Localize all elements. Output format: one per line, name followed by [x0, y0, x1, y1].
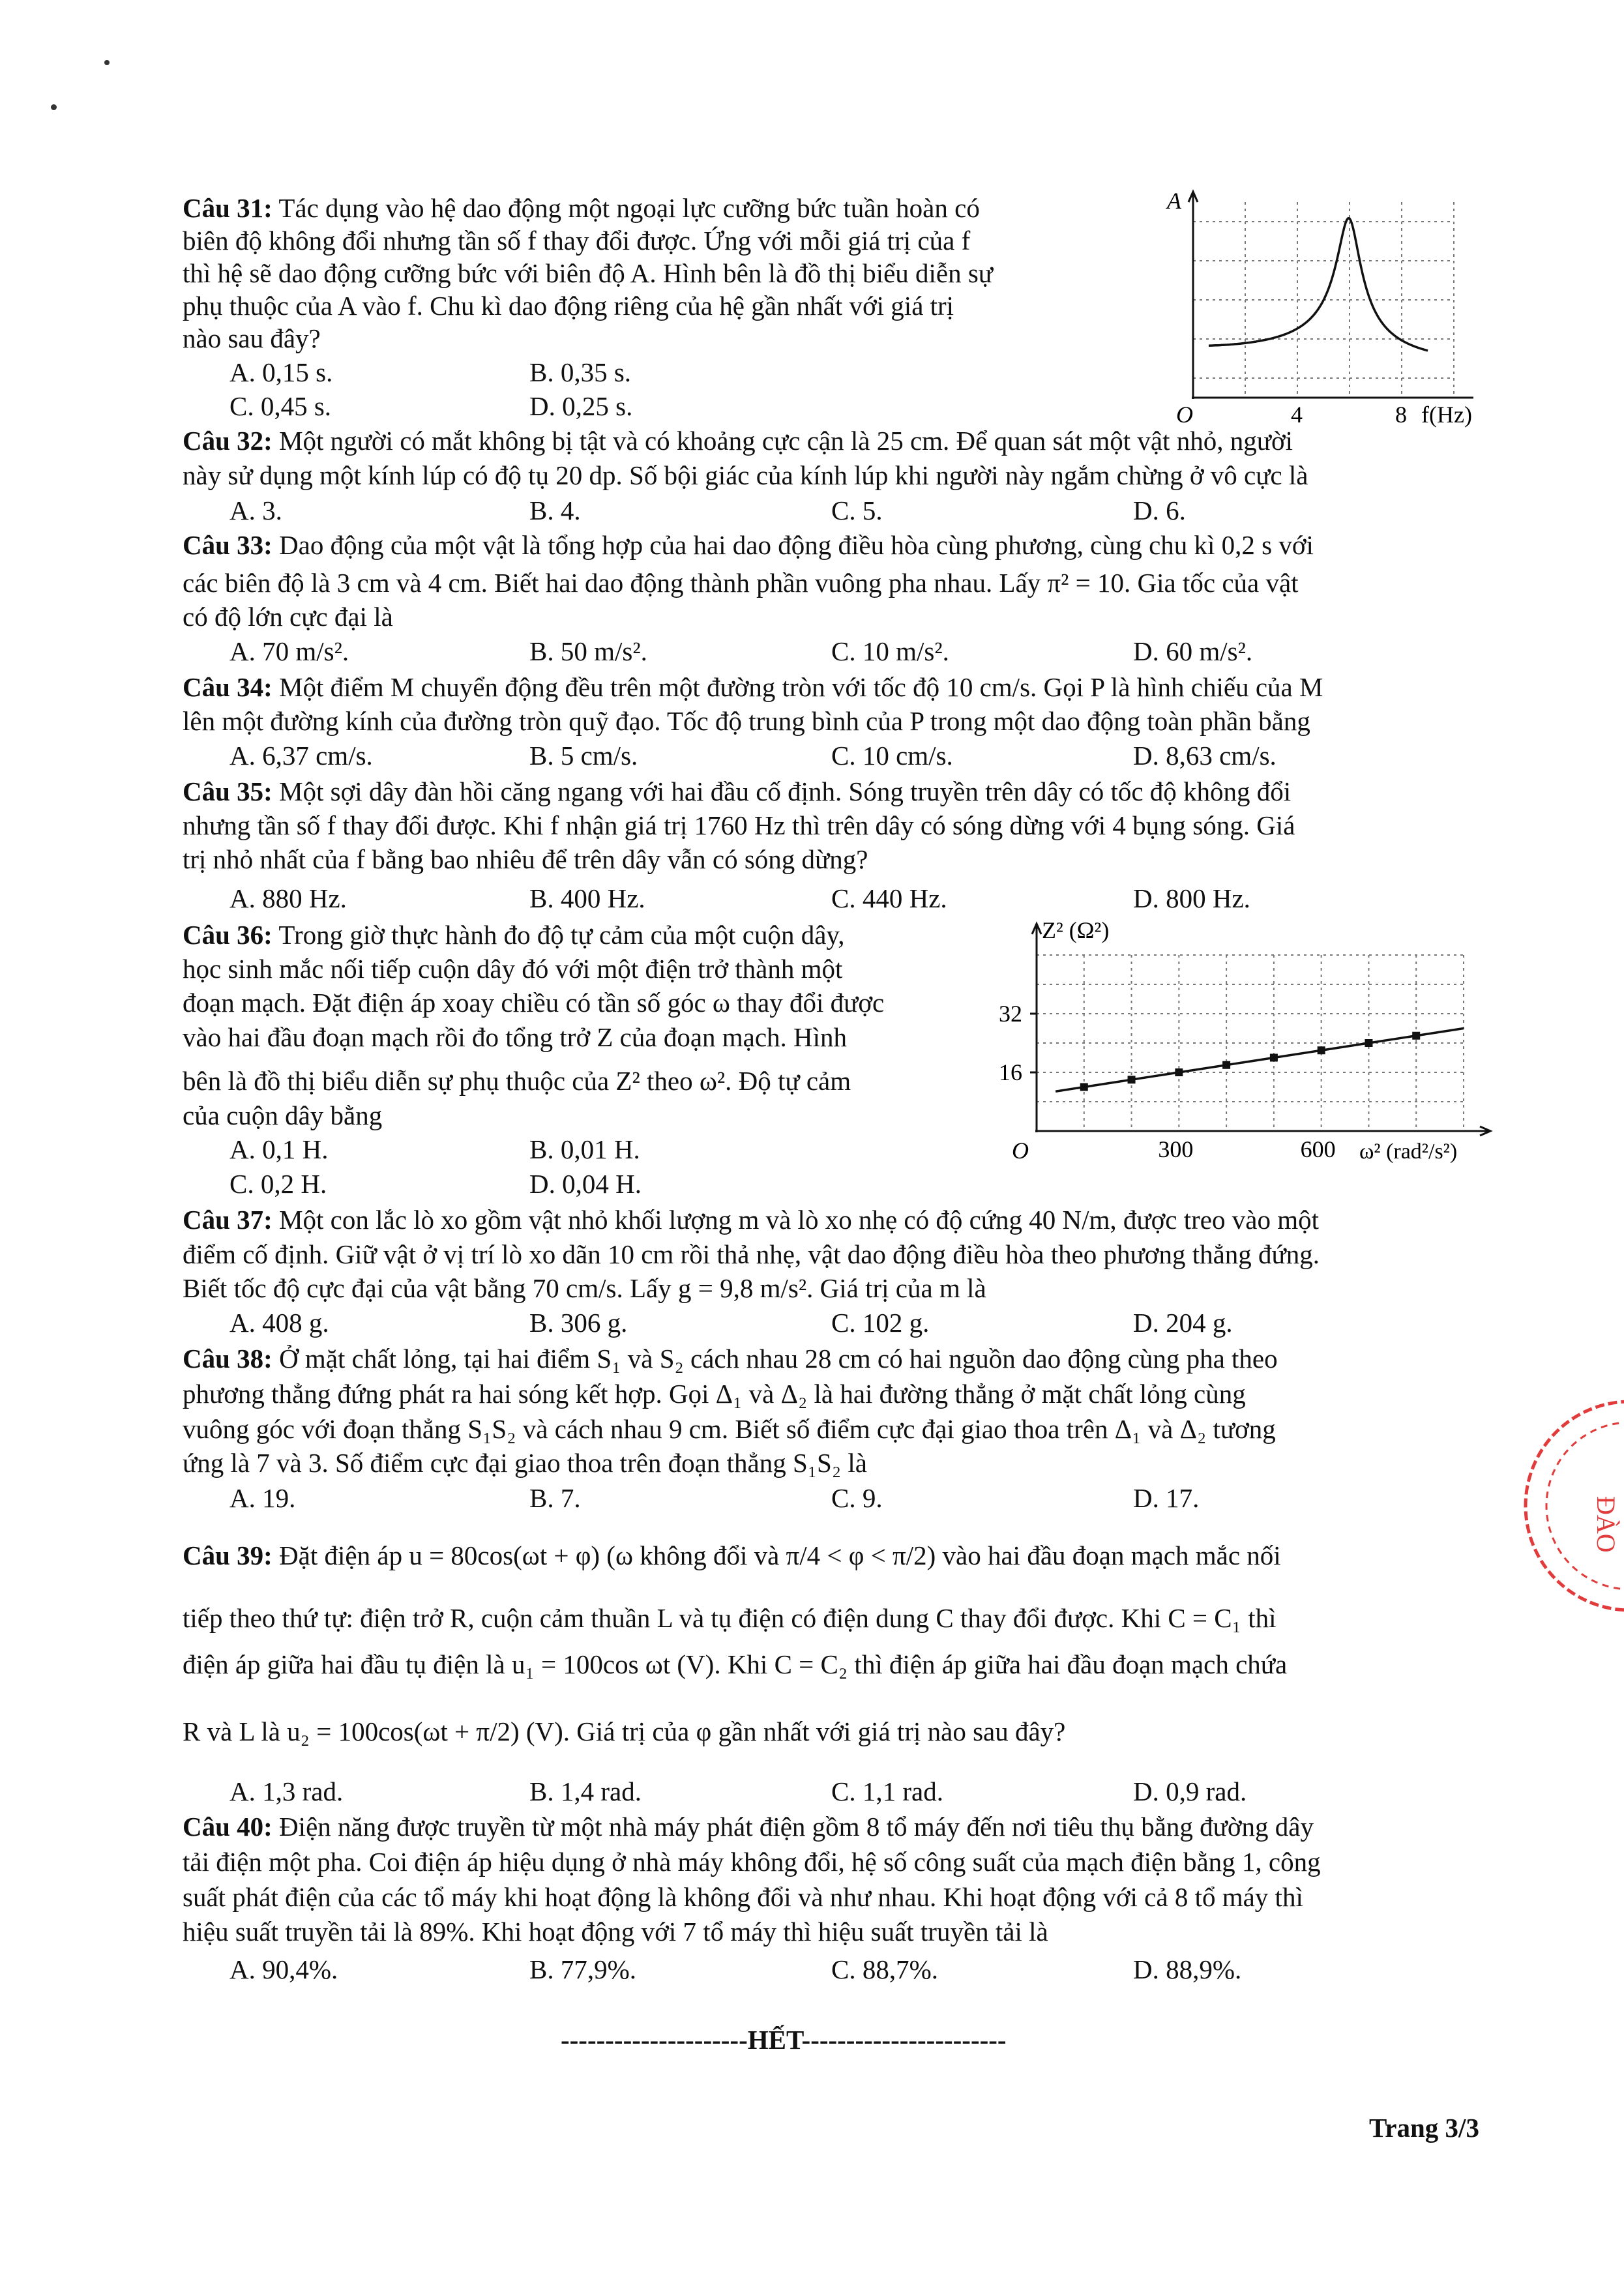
q36-label: Câu 36: — [183, 920, 273, 950]
q37-option-a[interactable]: A. 408 g. — [229, 1308, 329, 1338]
q40-option-c[interactable]: C. 88,7%. — [831, 1954, 938, 1984]
q33-label: Câu 33: — [183, 530, 273, 560]
q32-line-1: Câu 32: Một người có mắt không bị tật và có khoảng cực cận là 25 cm. Để quan sát một vật nhỏ, người — [183, 426, 1293, 456]
q40-line-1: Câu 40: Điện năng được truyền từ một nhà máy phát điện gồm 8 tổ máy đến nơi tiêu thụ bằng đường dây — [183, 1812, 1314, 1842]
scan-speck — [51, 104, 57, 110]
q39-line-3: điện áp giữa hai đầu tụ điện là u₁ = 100cos ωt (V). Khi C = C₂ thì điện áp giữa hai đầu đoạn mạch chứa — [183, 1649, 1288, 1679]
q32-option-c[interactable]: C. 5. — [831, 495, 883, 525]
q39-label: Câu 39: — [183, 1540, 273, 1570]
chart36-data-point — [1270, 1054, 1278, 1062]
q40-line-2: tải điện một pha. Coi điện áp hiệu dụng ở nhà máy không đổi, hệ số công suất của mạch điện bằng 1, công — [183, 1847, 1321, 1877]
q40-option-b[interactable]: B. 77,9%. — [529, 1954, 636, 1984]
q39-option-d[interactable]: D. 0,9 rad. — [1133, 1776, 1247, 1806]
q39-option-a[interactable]: A. 1,3 rad. — [229, 1776, 344, 1806]
q38-option-a[interactable]: A. 19. — [229, 1483, 296, 1513]
end-marker: ---------------------HẾT----------------------- — [561, 2025, 1007, 2055]
q37-line-3: Biết tốc độ cực đại của vật bằng 70 cm/s. Lấy g = 9,8 m/s². Giá trị của m là — [183, 1273, 986, 1303]
chart36-y-tick-label: 32 — [999, 1001, 1022, 1027]
q36-line-6: của cuộn dây bằng — [183, 1100, 383, 1130]
q38-option-b[interactable]: B. 7. — [529, 1483, 581, 1513]
q31-line-4: phụ thuộc của A vào f. Chu kì dao động riêng của hệ gần nhất với giá trị — [183, 291, 954, 321]
q31-line-5: nào sau đây? — [183, 323, 321, 353]
stamp-text: ĐÀO — [1591, 1496, 1621, 1553]
q39-option-c[interactable]: C. 1,1 rad. — [831, 1776, 943, 1806]
chart36-x-tick-label: 600 — [1300, 1136, 1336, 1162]
q33-option-c[interactable]: C. 10 m/s². — [831, 636, 949, 666]
chart36-data-point — [1128, 1076, 1136, 1083]
q35-option-b[interactable]: B. 400 Hz. — [529, 883, 645, 913]
q34-option-b[interactable]: B. 5 cm/s. — [529, 741, 638, 771]
q37-line-2: điểm cố định. Giữ vật ở vị trí lò xo dãn 10 cm rồi thả nhẹ, vật dao động điều hòa theo phương thẳng đứng. — [183, 1239, 1320, 1269]
chart36-x-tick-label: 300 — [1158, 1136, 1194, 1162]
fig31-tick-4: 4 — [1291, 402, 1303, 428]
chart36-data-point — [1318, 1046, 1325, 1054]
q35-line-1: Câu 35: Một sợi dây đàn hồi căng ngang với hai đầu cố định. Sóng truyền trên dây có tốc độ không đổi — [183, 776, 1292, 806]
q36-line-5: bên là đồ thị biểu diễn sự phụ thuộc của Z² theo ω². Độ tự cảm — [183, 1066, 851, 1096]
q31-line-2: biên độ không đổi nhưng tần số f thay đổi được. Ứng với mỗi giá trị của f — [183, 226, 971, 256]
resonance-curve — [1209, 218, 1428, 351]
q35-line-3: trị nhỏ nhất của f bằng bao nhiêu để trên dây vẫn có sóng dừng? — [183, 844, 868, 874]
chart36-data-point — [1222, 1061, 1230, 1069]
q31-label: Câu 31: — [183, 193, 273, 223]
fig31-origin-label: O — [1176, 402, 1193, 428]
q32-option-a[interactable]: A. 3. — [229, 495, 282, 525]
q34-line-1: Câu 34: Một điểm M chuyển động đều trên một đường tròn với tốc độ 10 cm/s. Gọi P là hình chiếu của M — [183, 672, 1323, 702]
q38-option-c[interactable]: C. 9. — [831, 1483, 883, 1513]
q35-label: Câu 35: — [183, 776, 273, 806]
q31-option-b[interactable]: B. 0,35 s. — [529, 357, 632, 387]
q38-option-d[interactable]: D. 17. — [1133, 1483, 1200, 1513]
q33-line-1: Câu 33: Dao động của một vật là tổng hợp của hai dao động điều hòa cùng phương, cùng chu kì 0,2 s với — [183, 530, 1314, 560]
chart36-data-point — [1080, 1083, 1088, 1091]
q38-label: Câu 38: — [183, 1344, 273, 1374]
q40-option-d[interactable]: D. 88,9%. — [1133, 1954, 1242, 1984]
fig31-y-label: A — [1167, 189, 1181, 214]
fig31-tick-8: 8 — [1395, 402, 1407, 428]
q34-label: Câu 34: — [183, 672, 273, 702]
z2-omega2-chart — [997, 916, 1499, 1177]
q36-line-4: vào hai đầu đoạn mạch rồi đo tổng trở Z của đoạn mạch. Hình — [183, 1022, 848, 1052]
chart36-y-label: Z² (Ω²) — [1042, 917, 1110, 943]
chart36-fit-line — [1056, 1029, 1464, 1092]
resonance-graph — [1154, 189, 1493, 430]
q36-line-2: học sinh mắc nối tiếp cuộn dây đó với một điện trở thành một — [183, 954, 843, 984]
q38-line-4: ứng là 7 và 3. Số điểm cực đại giao thoa trên đoạn thẳng S₁S₂ là — [183, 1448, 867, 1478]
q38-line-3: vuông góc với đoạn thẳng S₁S₂ và cách nhau 9 cm. Biết số điểm cực đại giao thoa trên Δ₁ và Δ₂ tương — [183, 1414, 1276, 1444]
q32-label: Câu 32: — [183, 426, 273, 456]
q35-option-c[interactable]: C. 440 Hz. — [831, 883, 947, 913]
page-number: Trang 3/3 — [1369, 2113, 1479, 2143]
q34-option-a[interactable]: A. 6,37 cm/s. — [229, 741, 373, 771]
q36-line-1: Câu 36: Trong giờ thực hành đo độ tự cảm của một cuộn dây, — [183, 920, 845, 950]
q37-option-c[interactable]: C. 102 g. — [831, 1308, 930, 1338]
red-stamp — [1499, 1389, 1624, 1623]
q39-option-b[interactable]: B. 1,4 rad. — [529, 1776, 642, 1806]
q40-label: Câu 40: — [183, 1812, 273, 1842]
q33-option-d[interactable]: D. 60 m/s². — [1133, 636, 1253, 666]
chart36-data-point — [1175, 1068, 1183, 1076]
q37-label: Câu 37: — [183, 1205, 273, 1235]
q36-option-b[interactable]: B. 0,01 H. — [529, 1134, 640, 1164]
q40-option-a[interactable]: A. 90,4%. — [229, 1954, 338, 1984]
q32-option-b[interactable]: B. 4. — [529, 495, 581, 525]
q32-option-d[interactable]: D. 6. — [1133, 495, 1186, 525]
q37-line-1: Câu 37: Một con lắc lò xo gồm vật nhỏ khối lượng m và lò xo nhẹ có độ cứng 40 N/m, được treo vào một — [183, 1205, 1319, 1235]
q33-option-b[interactable]: B. 50 m/s². — [529, 636, 647, 666]
q40-line-4: hiệu suất truyền tải là 89%. Khi hoạt động với 7 tổ máy thì hiệu suất truyền tải là — [183, 1917, 1048, 1947]
q37-option-d[interactable]: D. 204 g. — [1133, 1308, 1233, 1338]
q35-line-2: nhưng tần số f thay đổi được. Khi f nhận giá trị 1760 Hz thì trên dây có sóng dừng với 4 bụng sóng. Giá — [183, 810, 1295, 840]
q33-line-3: có độ lớn cực đại là — [183, 602, 393, 632]
q39-line-1: Câu 39: Đặt điện áp u = 80cos(ωt + φ) (ω không đổi và π/4 < φ < π/2) vào hai đầu đoạn mạch mắc nối — [183, 1540, 1281, 1570]
q33-line-2: các biên độ là 3 cm và 4 cm. Biết hai dao động thành phần vuông pha nhau. Lấy π² = 10. Gia tốc của vật — [183, 568, 1299, 598]
chart36-y-tick-label: 16 — [999, 1059, 1022, 1085]
q35-option-a[interactable]: A. 880 Hz. — [229, 883, 347, 913]
chart36-data-point — [1412, 1032, 1420, 1040]
scan-speck — [104, 60, 110, 65]
q31-option-d[interactable]: D. 0,25 s. — [529, 391, 633, 421]
chart36-origin-label: O — [1012, 1138, 1029, 1164]
chart36-x-label: ω² (rad²/s²) — [1359, 1140, 1458, 1164]
q35-option-d[interactable]: D. 800 Hz. — [1133, 883, 1250, 913]
q31-line-3: thì hệ sẽ dao động cưỡng bức với biên độ A. Hình bên là đồ thị biểu diễn sự — [183, 258, 994, 288]
q36-option-c[interactable]: C. 0,2 H. — [229, 1169, 327, 1199]
q38-line-1: Câu 38: Ở mặt chất lỏng, tại hai điểm S₁ và S₂ cách nhau 28 cm có hai nguồn dao động cùng pha theo — [183, 1344, 1278, 1374]
fig31-x-label: f(Hz) — [1421, 402, 1472, 428]
q37-option-b[interactable]: B. 306 g. — [529, 1308, 628, 1338]
q31-option-a[interactable]: A. 0,15 s. — [229, 357, 333, 387]
chart36-data-point — [1365, 1039, 1372, 1047]
q39-line-4: R và L là u₂ = 100cos(ωt + π/2) (V). Giá trị của φ gần nhất với giá trị nào sau đây? — [183, 1716, 1066, 1746]
q31-line-1: Câu 31: Tác dụng vào hệ dao động một ngoại lực cưỡng bức tuần hoàn có — [183, 193, 980, 223]
q40-line-3: suất phát điện của các tổ máy khi hoạt động là không đổi và như nhau. Khi hoạt động với cả 8 tổ máy thì — [183, 1882, 1303, 1912]
q34-option-c[interactable]: C. 10 cm/s. — [831, 741, 953, 771]
q31-option-c[interactable]: C. 0,45 s. — [229, 391, 332, 421]
q32-line-2: này sử dụng một kính lúp có độ tụ 20 dp. Số bội giác của kính lúp khi người này ngắm chừng ở vô cực là — [183, 460, 1308, 490]
q38-line-2: phương thẳng đứng phát ra hai sóng kết hợp. Gọi Δ₁ và Δ₂ là hai đường thẳng ở mặt chất lỏng cùng — [183, 1379, 1246, 1409]
q34-option-d[interactable]: D. 8,63 cm/s. — [1133, 741, 1277, 771]
q36-line-3: đoạn mạch. Đặt điện áp xoay chiều có tần số góc ω thay đổi được — [183, 988, 885, 1018]
q39-line-2: tiếp theo thứ tự: điện trở R, cuộn cảm thuần L và tụ điện có điện dung C thay đổi được. Khi C = C₁ thì — [183, 1603, 1277, 1633]
q36-option-a[interactable]: A. 0,1 H. — [229, 1134, 329, 1164]
q33-option-a[interactable]: A. 70 m/s². — [229, 636, 349, 666]
q34-line-2: lên một đường kính của đường tròn quỹ đạo. Tốc độ trung bình của P trong một dao động toàn phần bằng — [183, 706, 1310, 736]
q36-option-d[interactable]: D. 0,04 H. — [529, 1169, 642, 1199]
